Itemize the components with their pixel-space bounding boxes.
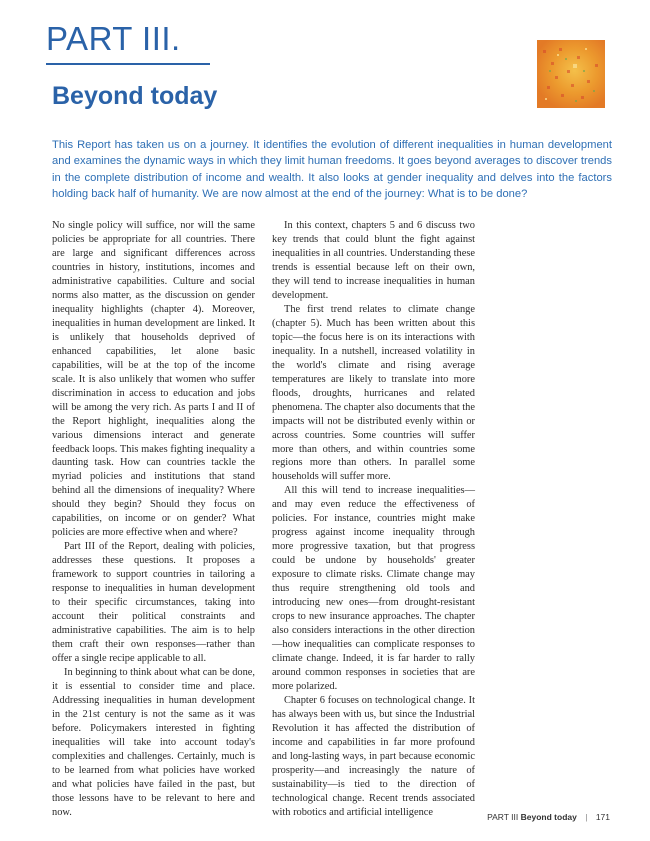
footer-section-label: Beyond today [520,812,577,822]
body-paragraph: Part III of the Report, dealing with policies, addresses these questions. It proposes a framework to support countries in tailoring a response to inequalities in human development to their specific circumstances, taking into account their political constraints and administrative capabilities. The aim is to help them craft their own responses—rather than offer a single recipe applicable to all. [52,541,255,665]
body-paragraph: The first trend relates to climate change (chapter 5). Much has been written about this topic—the focus here is on its interactions with inequality. In a nutshell, increased volatility in the world's climate and rising average temperatures are likely to translate into more floods, droughts, hurricanes and related phenomena. The chapter also documents that the impacts will not be distributed evenly within or across countries. Some countries will suffer more than others, and within countries some regions more than others. In parallel some households will suffer more. [272,303,475,483]
intro-paragraph: This Report has taken us on a journey. It identifies the evolution of different inequalities in human development and examines the dynamic ways in which they limit human freedoms. It goes beyond averages to discover trends in the complete distribution of income and wealth. It also looks at gender inequality and delves into the factors holding back half of humanity. We are now almost at the end of the journey: What is to be done? [52,139,612,200]
footer-separator: | [585,812,588,822]
page-footer [487,812,610,822]
body-paragraph: In this context, chapters 5 and 6 discuss two key trends that could blunt the fight against inequalities in all countries. Understanding these trends is essential because left on their own, they will tend to increase inequalities in human development. [272,220,475,301]
body-paragraph: In beginning to think about what can be done, it is essential to consider time and place. Addressing inequalities in human development in the 21st century is not the same as it was before. Policymakers interested in fighting inequalities will take into account today's complexities and challenges. Certainly, much is to be learned from what policies have worked and what policies have failed in the past, but those lessons have to be relevant to here and now. [52,667,255,818]
decorative-mosaic-image [537,40,605,108]
page-number: 171 [595,812,610,822]
part-title: PART III. [46,20,181,57]
body-paragraph: Chapter 6 focuses on technological change. It has always been with us, but since the Industrial Revolution it has affected the distribution of income and capabilities in far more profound and long-lasting ways, in part because economic prosperity—and increasingly the nature of sustainability—is tied to the direction of technological change. Recent trends associated with robotics and artificial intelligence [272,694,475,818]
footer-part-label: PART III [487,812,519,822]
body-column-right [272,219,475,820]
section-subtitle: Beyond today [52,82,218,110]
body-paragraph: All this will tend to increase inequalities—and may even reduce the effectiveness of policies. For instance, countries might make progress against income inequality through more progressive taxation, but that progress could be undone by households' greater exposure to climate risks. Climate change may thus require strengthening old tools and introducing new ones—from drought-resistant crops to new insurance approaches. The chapter also considers interactions in the other direction—how inequalities can complicate responses to climate change. Indeed, it is far harder to rally around common responses in societies that are more polarized. [272,485,475,692]
body-paragraph: No single policy will suffice, nor will the same policies be appropriate for all countries. There are large and significant differences across countries in history, institutions, incomes and administrative capabilities. Culture and social norms also matter, as the discussion on gender inequality highlights (chapter 4). Moreover, inequalities in human development are linked. It is unlikely that households deprived of enhanced capabilities, let alone basic capabilities, will be at the top of the income scale. It is also unlikely that women who suffer discrimination in access to education and jobs will be among the very rich. As parts I and II of the Report highlight, inequalities along the various dimensions interact and generate feedback loops. This makes fighting inequality a daunting task. How can countries tackle the myriad policies and institutions that stand behind all the dimensions of inequality? Where should they begin? Should they focus on capabilities, on income or on gender? What policies are more effective when and where? [52,220,255,539]
title-underline [46,63,210,65]
body-column-left [52,219,255,820]
